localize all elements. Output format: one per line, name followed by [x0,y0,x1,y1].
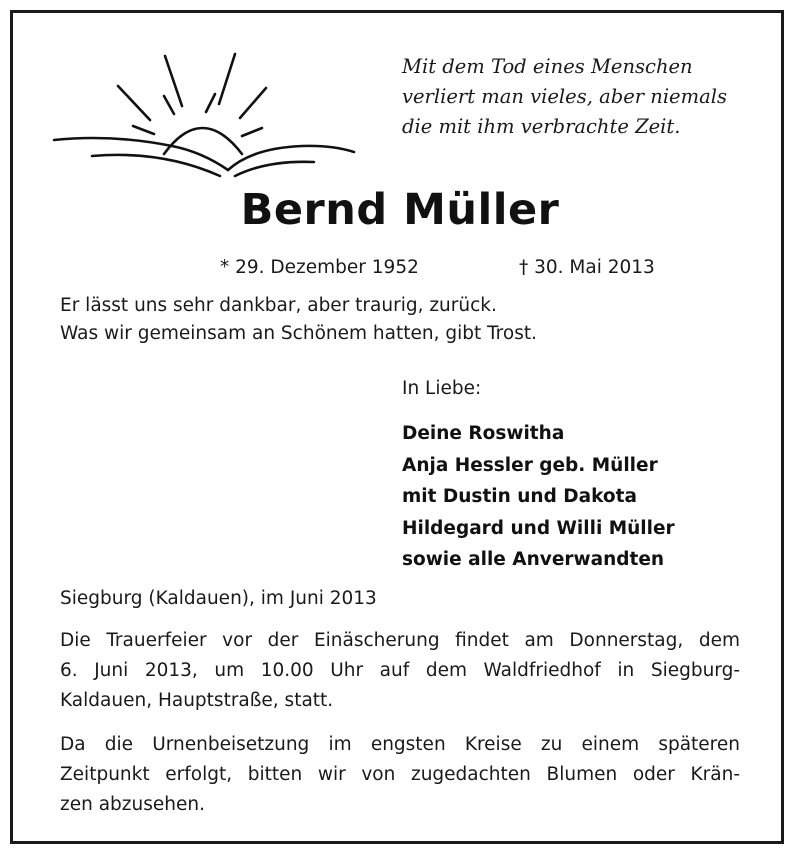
mourner-name: sowie alle Anverwandten [402,549,665,570]
burial-paragraph [60,730,740,820]
deceased-name: Bernd Müller [240,185,560,235]
sunrise-icon [52,50,362,190]
mourner-name: Deine Roswitha [402,423,565,444]
mourner-name: mit Dustin und Dakota [402,486,637,507]
death-date: † 30. Mai 2013 [519,257,655,278]
intro-line: Was wir gemeinsam an Schönem hatten, gibt Trost. [60,323,537,344]
mourners-list [402,418,675,576]
ceremony-line: Die Trauerfeier vor der Einäscherung findet am Donnerstag, dem [60,630,740,651]
burial-line: Zeitpunkt erfolgt, bitten wir von zugedachten Blumen oder Krän- [60,764,740,785]
quote-line: die mit ihm verbrachte Zeit. [402,115,681,138]
mourner-name: Anja Hessler geb. Müller [402,454,658,476]
ceremony-line: 6. Juni 2013, um 10.00 Uhr auf dem Waldfriedhof in Siegburg- [60,660,740,681]
burial-line: zen abzusehen. [60,794,205,815]
birth-date: * 29. Dezember 1952 [220,257,419,278]
burial-line: Da die Urnenbeisetzung im engsten Kreise zu einem späteren [60,734,740,755]
intro-line: Er lässt uns sehr dankbar, aber traurig, zurück. [60,295,497,316]
quote-line: Mit dem Tod eines Menschen [402,55,693,78]
place-date: Siegburg (Kaldauen), im Juni 2013 [60,588,377,609]
intro-text [60,292,537,348]
quote-line: verliert man vieles, aber niemals [402,85,727,108]
mourner-name: Hildegard und Willi Müller [402,517,675,539]
quote-block [402,52,772,142]
ceremony-paragraph [60,626,740,716]
mourners-title: In Liebe: [402,378,482,399]
ceremony-line: Kaldauen, Hauptstraße, statt. [60,690,334,711]
